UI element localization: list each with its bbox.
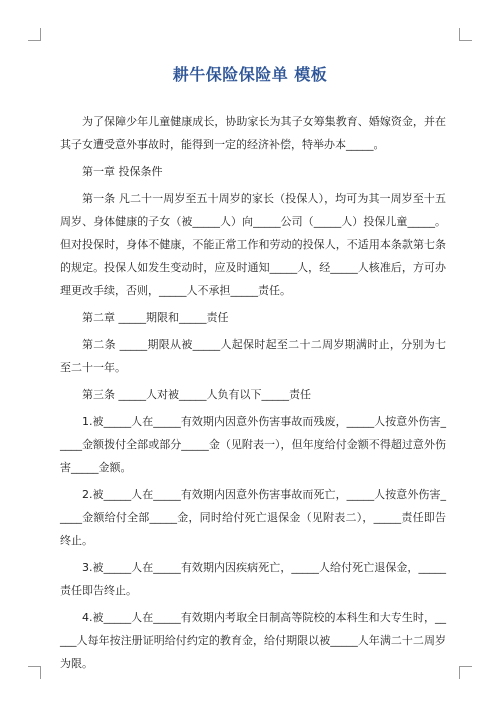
- chapter-heading: 第二章 _____期限和_____责任: [82, 311, 229, 324]
- article-paragraph: 第二条 _____期限从被_____人起保时起至二十二周岁期满时止，分别为七至二十一年。: [60, 338, 446, 374]
- clause-paragraph: 4.被_____人在_____有效期内考取全日制高等院校的本科生和大专生时，_____人每年按注册证明给付约定的教育金，给付期限以被_____人年满二十二周岁为限。: [60, 611, 446, 670]
- document-body: [60, 110, 446, 679]
- crop-mark-top-left: [28, 28, 41, 41]
- clause-paragraph: 1.被_____人在_____有效期内因意外伤害事故而残废，_____人按意外伤害_____金额拨付全部或部分_____金（见附表一），但年度给付金额不得超过意外伤害_____金额。: [60, 415, 446, 474]
- article-paragraph: 第三条 _____人对被_____人负有以下_____责任: [82, 388, 311, 401]
- clause-paragraph: 2.被_____人在_____有效期内因意外伤害事故而死亡，_____人按意外伤害_____金额给付全部_____金，同时给付死亡退保金（见附表二），_____责任即告终止。: [60, 488, 446, 547]
- clause-paragraph: 3.被_____人在_____有效期内因疾病死亡，_____人给付死亡退保金，_____责任即告终止。: [60, 561, 446, 597]
- chapter-heading: 第一章 投保条件: [82, 165, 163, 178]
- intro-paragraph: 为了保障少年儿童健康成长，协助家长为其子女筹集教育、婚嫁资金，并在其子女遭受意外事故时，能得到一定的经济补偿，特举办本_____。: [60, 115, 446, 151]
- crop-mark-bottom-left: [28, 666, 41, 679]
- document-title: 耕牛保险保险单 模板: [172, 65, 328, 84]
- crop-mark-top-right: [459, 28, 472, 41]
- article-paragraph: 第一条 凡二十一周岁至五十周岁的家长（投保人），均可为其一周岁至十五周岁、身体健康的子女（被_____人）向_____公司（_____人）投保儿童_____。但对投保时，身体不健康，不能正常工作和劳动的投保人，不适用本条款第七条的规定。投保人如发生变动时，应及时通知_____人，经_____人核准后，方可办理更改手续，否则，_____人不承担_____责任。: [60, 192, 446, 297]
- crop-mark-bottom-right: [459, 666, 472, 679]
